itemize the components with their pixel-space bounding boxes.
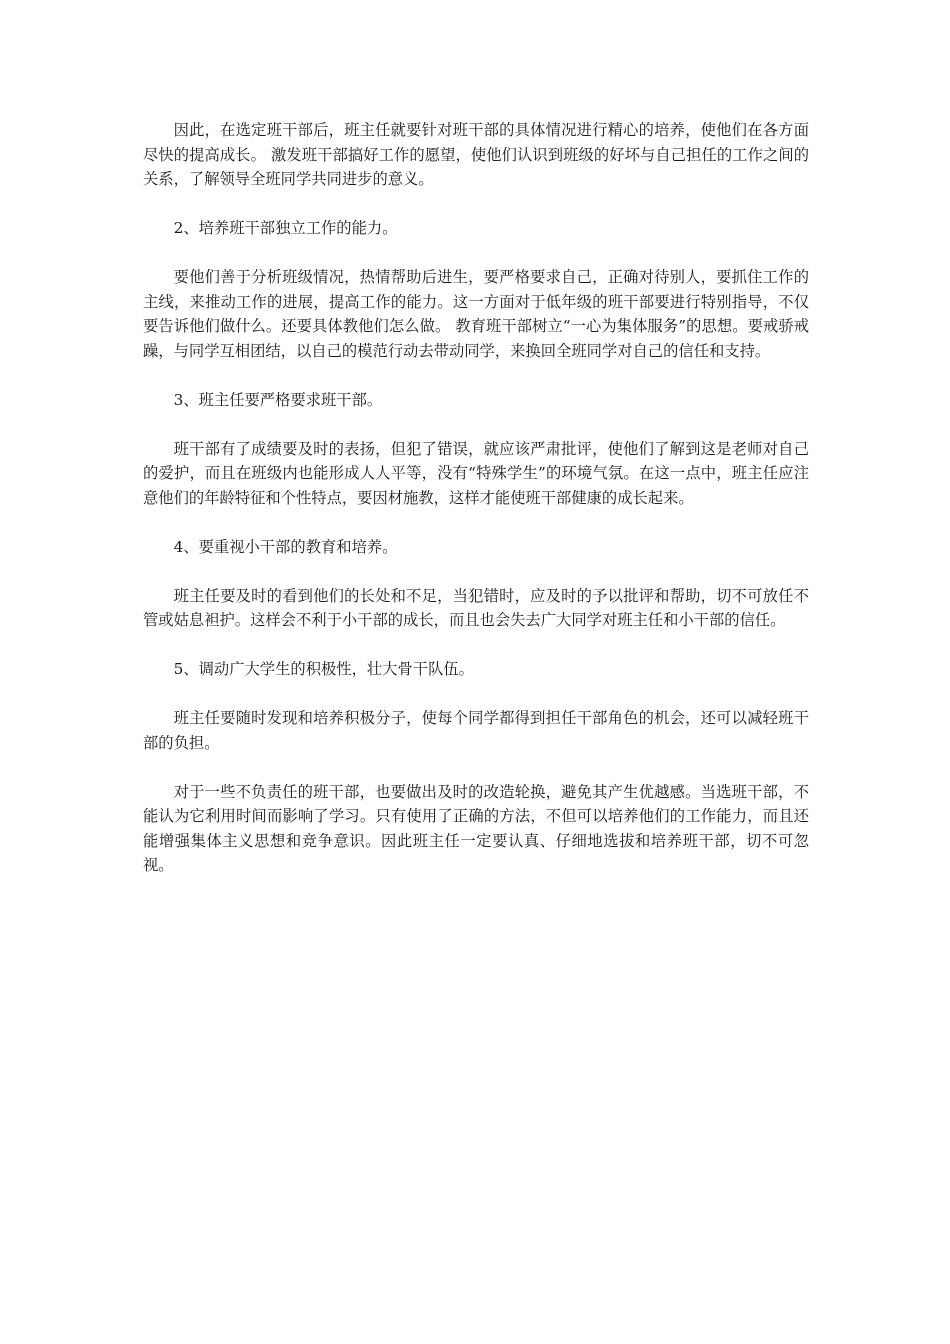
document-page bbox=[143, 118, 809, 902]
section-heading-2: 2、培养班干部独立工作的能力。 bbox=[173, 219, 398, 237]
paragraph-section-4: 班主任要及时的看到他们的长处和不足，当犯错时，应及时的予以批评和帮助，切不可放任不管或姑息袒护。这样会不利于小干部的成长，而且也会失去广大同学对班主任和小干部的信任。 bbox=[143, 586, 809, 629]
paragraph-intro: 因此，在选定班干部后，班主任就要针对班干部的具体情况进行精心的培养，使他们在各方面尽快的提高成长。 激发班干部搞好工作的愿望，使他们认识到班级的好坏与自己担任的工作之间的关系，了解领导全班同学共同进步的意义。 bbox=[143, 121, 809, 188]
paragraph-section-2: 要他们善于分析班级情况，热情帮助后进生，要严格要求自己，正确对待别人，要抓住工作的主线，来推动工作的进展，提高工作的能力。这一方面对于低年级的班干部要进行特别指导，不仅要告诉他们做什么。还要具体教他们怎么做。 教育班干部树立“一心为集体服务”的思想。要戒骄戒躁，与同学互相团结，以自己的模范行动去带动同学，来换回全班同学对自己的信任和支持。 bbox=[143, 268, 809, 360]
section-heading-5: 5、调动广大学生的积极性，壮大骨干队伍。 bbox=[173, 660, 474, 678]
paragraph-section-5: 班主任要随时发现和培养积极分子，使每个同学都得到担任干部角色的机会，还可以减轻班干部的负担。 bbox=[143, 709, 809, 752]
section-heading-4: 4、要重视小干部的教育和培养。 bbox=[173, 537, 398, 556]
section-heading-3: 3、班主任要严格要求班干部。 bbox=[173, 390, 383, 409]
paragraph-conclusion: 对于一些不负责任的班干部，也要做出及时的改造轮换，避免其产生优越感。当选班干部，不能认为它利用时间而影响了学习。只有使用了正确的方法，不但可以培养他们的工作能力，而且还能增强集体主义思想和竞争意识。因此班主任一定要认真、仔细地选拔和培养班干部，切不可忽视。 bbox=[143, 782, 809, 874]
paragraph-section-3: 班干部有了成绩要及时的表扬，但犯了错误，就应该严肃批评，使他们了解到这是老师对自己的爱护，而且在班级内也能形成人人平等，没有“特殊学生”的环境气氛。在这一点中，班主任应注意他们的年龄特征和个性特点，要因材施教，这样才能使班干部健康的成长起来。 bbox=[143, 439, 809, 507]
